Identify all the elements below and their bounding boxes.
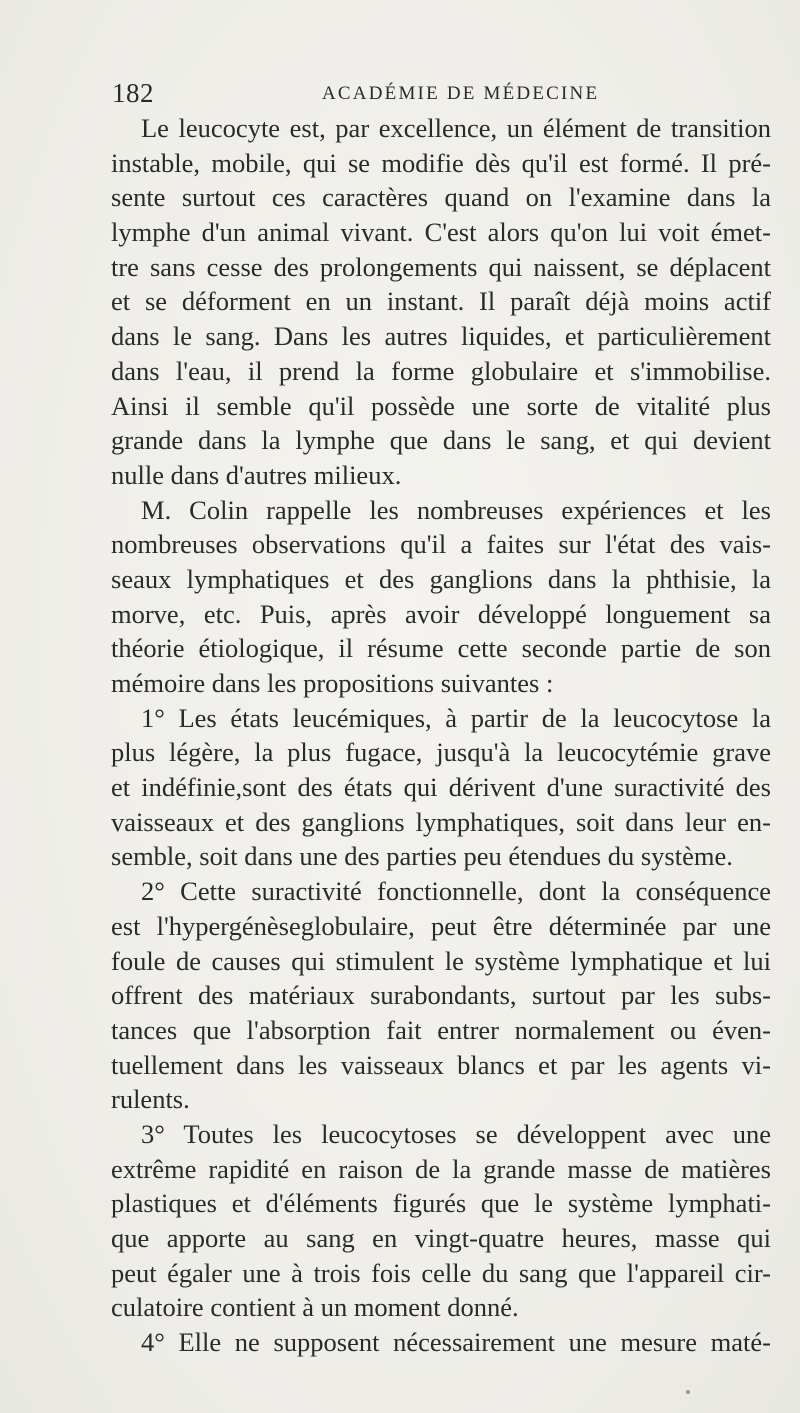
text-line: dans l'eau, il prend la forme globulaire et s'immobilise. bbox=[111, 355, 771, 386]
text-line: et indéfinie,sont des états qui dérivent d'une suractivité des bbox=[111, 772, 771, 803]
text-line: culatoire contient à un moment donné. bbox=[111, 1292, 519, 1323]
text-line: théorie étiologique, il résume cette seconde partie de son bbox=[111, 633, 771, 664]
text-line: extrême rapidité en raison de la grande masse de matières bbox=[111, 1153, 771, 1184]
text-line: instable, mobile, qui se modifie dès qu'il est formé. Il pré- bbox=[111, 147, 771, 178]
text-line: lymphe d'un animal vivant. C'est alors qu'on lui voit émet- bbox=[111, 217, 771, 248]
text-line: sente surtout ces caractères quand on l'examine dans la bbox=[111, 182, 771, 213]
text-line: tuellement dans les vaisseaux blancs et par les agents vi- bbox=[111, 1049, 771, 1080]
text-line: M. Colin rappelle les nombreuses expériences et les bbox=[141, 494, 771, 525]
text-line: seaux lymphatiques et des ganglions dans la phthisie, la bbox=[111, 563, 771, 594]
text-line: Le leucocyte est, par excellence, un élément de transition bbox=[141, 113, 771, 143]
running-head: ACADÉMIE DE MÉDECINE bbox=[322, 83, 600, 104]
text-line: 2° Cette suractivité fonctionnelle, dont la conséquence bbox=[141, 876, 771, 907]
text-line: nulle dans d'autres milieux. bbox=[111, 459, 402, 490]
page-number: 182 bbox=[112, 78, 154, 108]
text-line: peut égaler une à trois fois celle du sang que l'appareil cir- bbox=[111, 1257, 771, 1288]
text-line: rulents. bbox=[111, 1084, 190, 1115]
text-line: plus légère, la plus fugace, jusqu'à la leucocytémie grave bbox=[111, 737, 771, 768]
text-line: Ainsi il semble qu'il possède une sorte de vitalité plus bbox=[111, 390, 771, 421]
body-text bbox=[111, 111, 771, 1360]
text-line: tances que l'absorption fait entrer normalement ou éven- bbox=[111, 1014, 771, 1045]
text-line: dans le sang. Dans les autres liquides, et particulièrement bbox=[111, 321, 771, 352]
text-line: mémoire dans les propositions suivantes : bbox=[111, 668, 554, 698]
text-line: plastiques et d'éléments figurés que le système lymphati- bbox=[111, 1188, 771, 1219]
text-line: tre sans cesse des prolongements qui naissent, se déplacent bbox=[111, 251, 771, 282]
text-line: que apporte au sang en vingt-quatre heures, masse qui bbox=[111, 1223, 771, 1253]
page-header bbox=[112, 78, 712, 108]
text-line: foule de causes qui stimulent le système lymphatique et lui bbox=[111, 945, 771, 976]
text-line: 3° Toutes les leucocytoses se développent avec une bbox=[141, 1118, 771, 1149]
text-line: 1° Les états leucémiques, à partir de la leucocytose la bbox=[141, 702, 771, 733]
text-line: morve, etc. Puis, après avoir développé longuement sa bbox=[111, 598, 771, 629]
text-line: nombreuses observations qu'il a faites sur l'état des vais- bbox=[111, 529, 771, 560]
text-line: offrent des matériaux surabondants, surtout par les subs- bbox=[111, 980, 771, 1011]
text-line: grande dans la lymphe que dans le sang, et qui devient bbox=[111, 425, 771, 456]
text-line: 4° Elle ne supposent nécessairement une mesure maté- bbox=[141, 1327, 771, 1358]
text-line: semble, soit dans une des parties peu étendues du système. bbox=[111, 841, 733, 872]
paper-speck bbox=[686, 1390, 690, 1394]
text-line: est l'hypergénèseglobulaire, peut être déterminée par une bbox=[111, 910, 771, 941]
text-line: vaisseaux et des ganglions lymphatiques, soit dans leur en- bbox=[111, 806, 771, 837]
text-line: et se déforment en un instant. Il paraît déjà moins actif bbox=[111, 286, 771, 317]
